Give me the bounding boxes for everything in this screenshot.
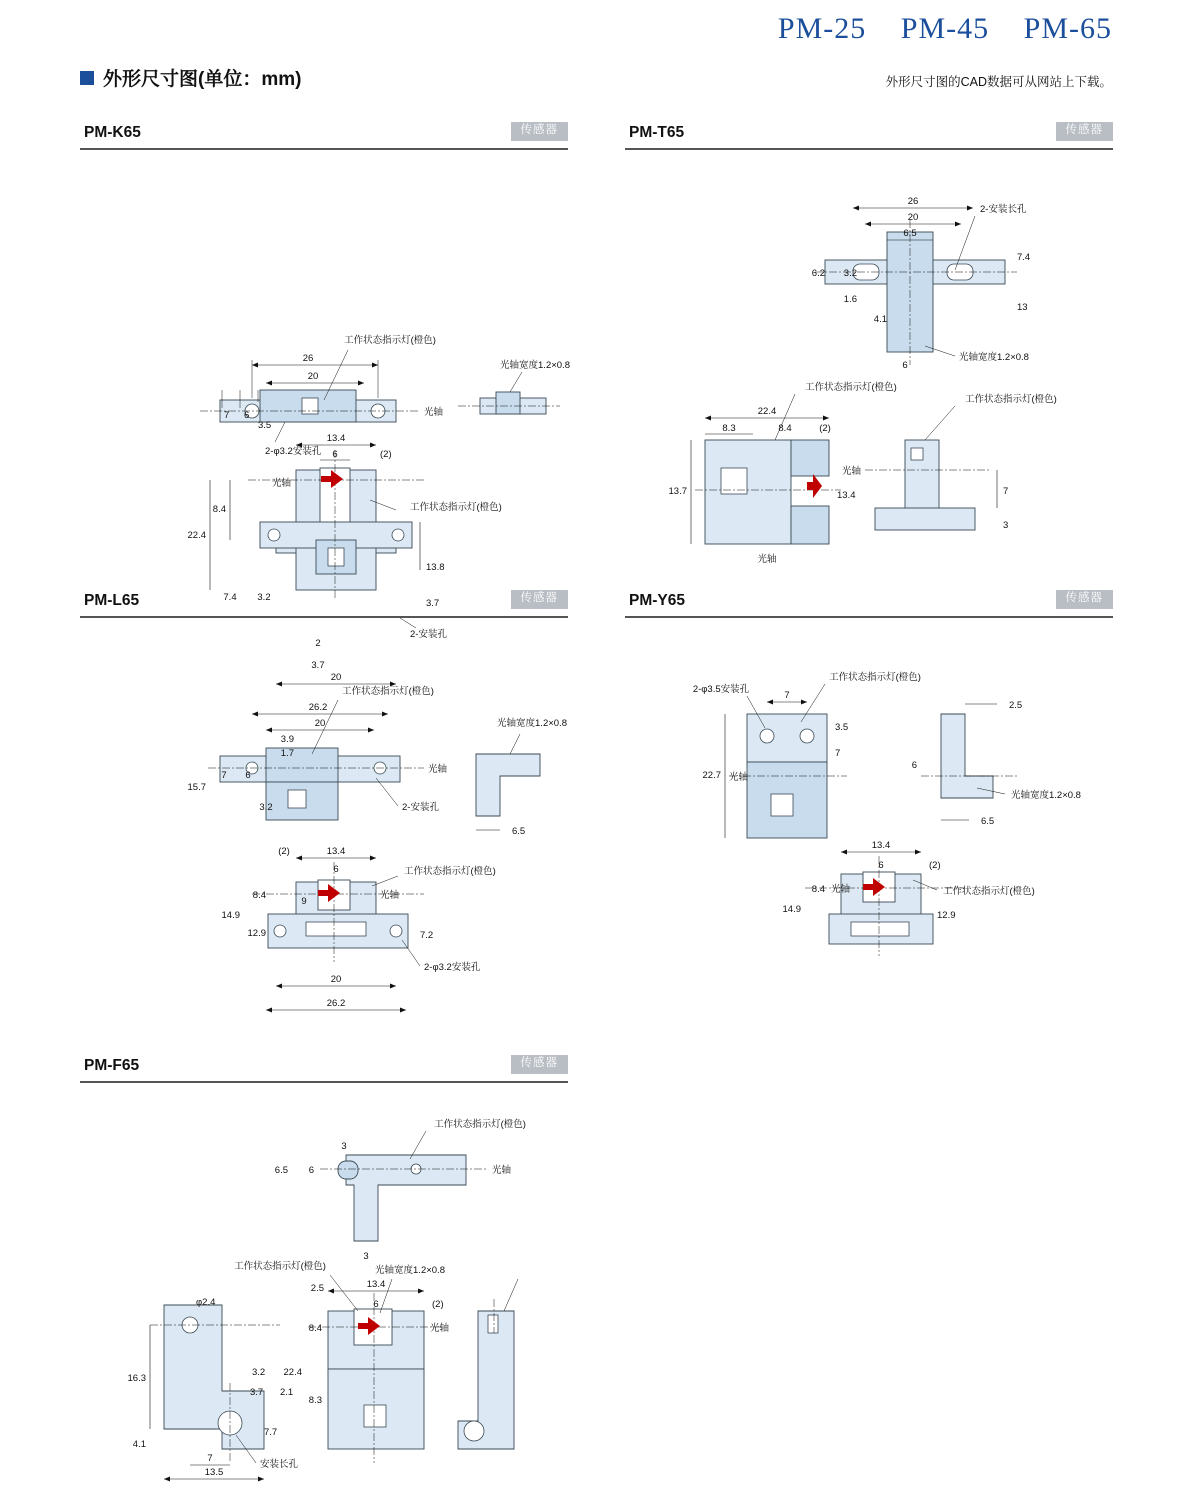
model-code-list: [778, 12, 1112, 46]
block-header: [625, 122, 1113, 150]
pm-f65-drawing: [80, 1083, 568, 1483]
block-header: [80, 1055, 568, 1083]
block-header: [80, 122, 568, 150]
dim-12p9: 12.9: [937, 910, 956, 921]
dim-13: 13: [1017, 302, 1028, 313]
block-title: PM-F65: [84, 1057, 140, 1074]
dim-20: 20: [907, 212, 919, 223]
dim-7p2: 7.2: [420, 930, 434, 941]
dim-8p4: 8.4: [212, 504, 226, 515]
dim-26p2: 26.2: [308, 702, 328, 713]
dim-3p5: 3.5: [835, 722, 849, 733]
dim-1p7: 1.7: [280, 748, 294, 759]
label-mount-hole-32: 2-φ3.2安装孔: [265, 446, 322, 457]
dim-2paren: (2): [929, 860, 941, 871]
dim-8p4: 8.4: [778, 423, 792, 434]
cad-download-note: 外形尺寸图的CAD数据可从网站上下载。: [885, 75, 1112, 89]
status-badge: 传感器: [511, 1055, 569, 1074]
dim-7: 7: [1003, 486, 1009, 497]
dim-8p4: 8.4: [308, 1323, 322, 1334]
dim-3p7b: 3.7: [311, 660, 325, 671]
dim-6: 6: [333, 864, 339, 875]
dim-14p9: 14.9: [221, 910, 240, 921]
drawing-canvas: [80, 618, 568, 1038]
dim-20: 20: [307, 371, 319, 382]
model-code-3: PM-65: [1023, 12, 1112, 45]
dim-20b: 20: [330, 672, 342, 683]
dim-2paren: (2): [380, 449, 392, 460]
label-mount-hole-35: 2-φ3.5安装孔: [692, 684, 750, 695]
dim-12p9: 12.9: [247, 928, 266, 939]
dim-13p5: 13.5: [204, 1467, 224, 1478]
dim-6b: 6: [332, 449, 338, 460]
dim-13p4: 13.4: [326, 846, 346, 857]
dim-6b: 6: [902, 360, 908, 371]
label-indicator-front: 工作状态指示灯(橙色): [410, 502, 502, 513]
section-title-text: 外形尺寸图(单位：mm): [103, 69, 302, 90]
dim-7b: 7: [835, 748, 841, 759]
dim-6c: 6: [878, 860, 884, 871]
dim-7: 7: [221, 770, 227, 781]
label-beam-axis-right: 光轴: [841, 466, 861, 477]
dim-22p4: 22.4: [283, 1367, 302, 1378]
dim-2: 2: [315, 638, 321, 649]
dim-2paren: (2): [819, 423, 831, 434]
dim-15p7: 15.7: [187, 782, 206, 793]
status-badge: 传感器: [1056, 122, 1114, 141]
label-mount-hole: 2-安装孔: [410, 629, 447, 640]
dim-3p7: 3.7: [426, 598, 440, 609]
dim-22p7: 22.7: [702, 770, 721, 781]
dim-7p7: 7.7: [264, 1427, 278, 1438]
label-beam-width: 光轴宽度1.2×0.8: [497, 718, 567, 729]
dim-22p4: 22.4: [187, 530, 206, 541]
label-mount-hole-32: 2-φ3.2安装孔: [424, 962, 481, 973]
dim-2paren: (2): [432, 1299, 444, 1310]
block-title: PM-L65: [84, 592, 140, 609]
dim-14p9: 14.9: [782, 904, 801, 915]
label-beam-axis: 光轴: [428, 764, 448, 775]
label-indicator-front: 工作状态指示灯(橙色): [943, 886, 1035, 897]
dim-8p3: 8.3: [308, 1395, 322, 1406]
label-indicator-top: 工作状态指示灯(橙色): [434, 1119, 526, 1130]
label-indicator: 工作状态指示灯(橙色): [342, 686, 434, 697]
block-title: PM-T65: [629, 124, 685, 141]
dim-6p2: 6.2: [811, 268, 825, 279]
dim-3p2: 3.2: [257, 592, 271, 603]
dim-3p7: 3.7: [250, 1387, 264, 1398]
label-slot-hole: 安装长孔: [260, 1459, 299, 1470]
dim-13p7: 13.7: [668, 486, 687, 497]
dim-13p4: 13.4: [871, 840, 891, 851]
dim-20b: 20: [330, 974, 342, 985]
dim-6p5: 6.5: [512, 826, 526, 837]
square-bullet-icon: [80, 71, 94, 85]
dim-4p1: 4.1: [132, 1439, 146, 1450]
dim-3: 3: [341, 1141, 347, 1152]
pm-y65-drawing: [625, 618, 1113, 1038]
diagram-block-pm-f65: [80, 1055, 568, 1483]
pm-t65-drawing: [625, 150, 1113, 570]
dim-6p5: 6.5: [981, 816, 995, 827]
dim-16p3: 16.3: [127, 1373, 146, 1384]
label-slot-hole: 2-安装长孔: [980, 204, 1027, 215]
label-beam-axis-front: 光轴: [272, 478, 292, 489]
label-beam-width: 光轴宽度1.2×0.8: [500, 360, 570, 371]
label-indicator-right: 工作状态指示灯(橙色): [965, 394, 1057, 405]
dim-6p5: 6.5: [274, 1165, 288, 1176]
block-title: PM-K65: [84, 124, 141, 141]
dim-6: 6: [308, 1165, 314, 1176]
dim-6: 6: [245, 770, 251, 781]
dim-3p2: 3.2: [259, 802, 273, 813]
label-beam-width: 光轴宽度1.2×0.8: [959, 352, 1029, 363]
label-beam-axis: 光轴: [492, 1165, 512, 1176]
drawing-canvas: [625, 618, 1113, 1038]
dim-7: 7: [207, 1453, 213, 1464]
dim-2p1: 2.1: [280, 1387, 294, 1398]
label-indicator-front: 工作状态指示灯(橙色): [404, 866, 496, 877]
dim-26: 26: [302, 353, 314, 364]
dim-dia: φ2.4: [196, 1297, 216, 1308]
dim-26: 26: [907, 196, 919, 207]
dim-3p2: 3.2: [843, 268, 857, 279]
status-badge: 传感器: [511, 122, 569, 141]
dim-2paren: (2): [278, 846, 290, 857]
dim-7p4: 7.4: [223, 592, 237, 603]
status-badge: 传感器: [511, 590, 569, 609]
label-mount-hole: 2-安装孔: [402, 802, 439, 813]
dim-4p1: 4.1: [873, 314, 887, 325]
label-beam-width: 光轴宽度1.2×0.8: [375, 1265, 445, 1276]
dim-8p3: 8.3: [722, 423, 736, 434]
dim-2p5: 2.5: [310, 1283, 324, 1294]
label-beam-width: 光轴宽度1.2×0.8: [1011, 790, 1081, 801]
dim-26p2b: 26.2: [326, 998, 346, 1009]
dim-1p6: 1.6: [843, 294, 857, 305]
status-badge: 传感器: [1056, 590, 1114, 609]
label-beam-axis-front: 光轴: [831, 884, 851, 895]
dim-7: 7: [784, 690, 790, 701]
dim-7: 7: [224, 410, 230, 421]
dim-6: 6: [244, 410, 250, 421]
block-title: PM-Y65: [629, 592, 685, 609]
dim-3p9: 3.9: [280, 734, 294, 745]
dim-13p4: 13.4: [366, 1279, 386, 1290]
block-header: [80, 590, 568, 618]
block-header: [625, 590, 1113, 618]
model-code-1: PM-25: [777, 12, 867, 45]
label-indicator: 工作状态指示灯(橙色): [805, 382, 897, 393]
label-beam-axis-front: 光轴: [380, 890, 400, 901]
section-title: [80, 64, 301, 91]
diagram-block-pm-l65: [80, 590, 568, 1038]
dim-13p8: 13.8: [426, 562, 445, 573]
dim-3: 3: [1003, 520, 1009, 531]
label-indicator: 工作状态指示灯(橙色): [829, 672, 921, 683]
label-beam-axis: 光轴: [757, 554, 777, 565]
label-beam-axis: 光轴: [424, 407, 444, 418]
dim-20: 20: [314, 718, 326, 729]
dim-13p4: 13.4: [837, 490, 856, 501]
label-indicator: 工作状态指示灯(橙色): [234, 1261, 326, 1272]
dim-7p4: 7.4: [1017, 252, 1031, 263]
dim-8p4: 8.4: [811, 884, 825, 895]
dim-9: 9: [301, 896, 307, 907]
dim-13p4: 13.4: [326, 433, 346, 444]
page-header: [0, 0, 1190, 60]
dim-3b: 3: [363, 1251, 369, 1262]
drawing-canvas: [80, 1083, 568, 1483]
dim-8p4: 8.4: [252, 890, 266, 901]
dim-22p4: 22.4: [757, 406, 777, 417]
dim-3p2: 3.2: [252, 1367, 266, 1378]
dim-6p5: 6.5: [903, 228, 917, 239]
drawing-canvas: [625, 150, 1113, 570]
label-indicator: 工作状态指示灯(橙色): [344, 335, 436, 346]
label-beam-axis: 光轴: [729, 772, 749, 783]
label-beam-axis-center: 光轴: [430, 1323, 450, 1334]
diagram-block-pm-y65: [625, 590, 1113, 1038]
beam-direction-arrow: [807, 474, 822, 498]
dim-2p5: 2.5: [1009, 700, 1023, 711]
dim-3p5: 3.5: [258, 420, 272, 431]
dim-6: 6: [911, 760, 917, 771]
diagram-block-pm-t65: [625, 122, 1113, 570]
pm-l65-drawing: [80, 618, 568, 1038]
dim-6c: 6: [373, 1299, 379, 1310]
model-code-2: PM-45: [900, 12, 990, 45]
